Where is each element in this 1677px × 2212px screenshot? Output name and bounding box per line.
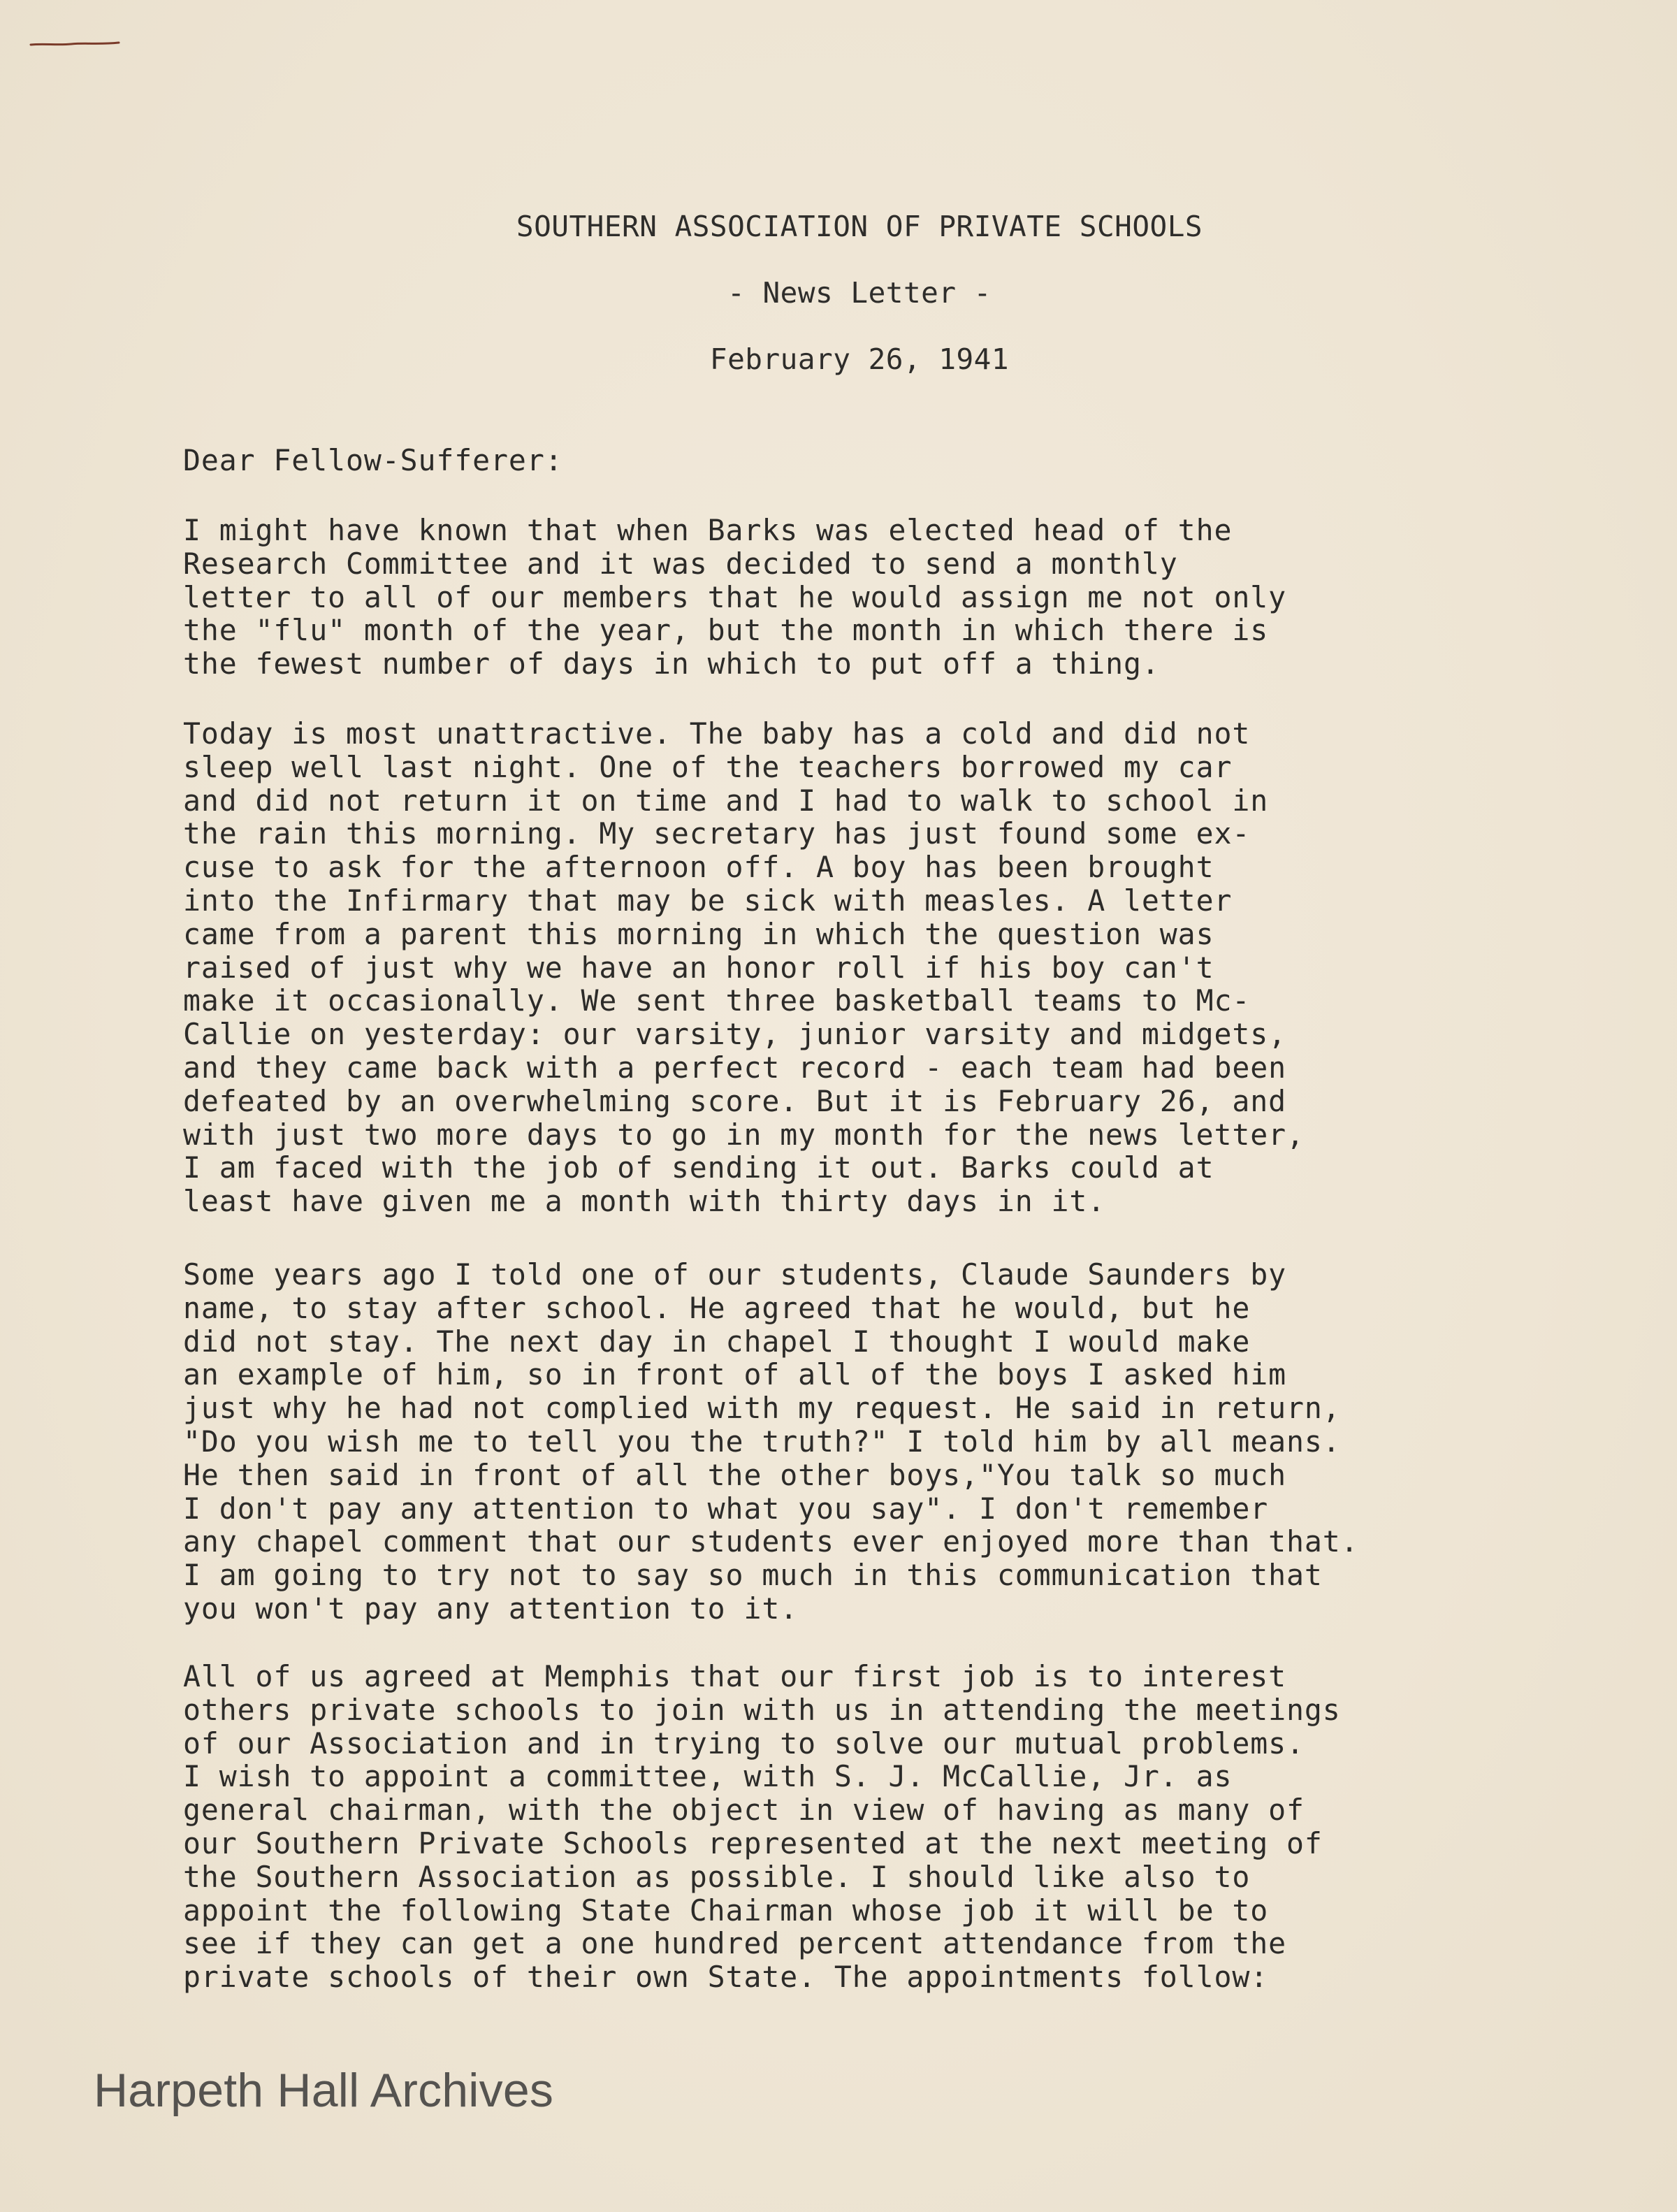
paragraph-3: Some years ago I told one of our students, Claude Saunders by name, to stay after school. He agreed that he would, but he did not stay. The next day in chapel I thought I would make an example of him, so in front of all of the boys I asked him just why he had not complied with my request. He said in return, "Do you wish me to tell you the truth?" I told him by all means. He then said in front of all the other boys,"You talk so much I don't pay any attention to what you say". I don't remember any chapel comment that our students ever enjoyed more than that. I am going to try not to say so much in this communication that you won't pay any attention to it. xyxy=(183,1257,1359,1626)
paragraph-4: All of us agreed at Memphis that our first job is to interest others private schools to join with us in attending the meetings of our Association and in trying to solve our mutual problems. I wish to appoint a committee, with S. J. McCallie, Jr. as general chairman, with the object in view of having as many of our Southern Private Schools represented at the next meeting of the Southern Association as possible. I should like also to appoint the following State Chairman whose job it will be to see if they can get a one hundred percent attendance from the private schools of their own State. The appointments follow: xyxy=(183,1659,1341,1995)
organization-title: SOUTHERN ASSOCIATION OF PRIVATE SCHOOLS xyxy=(516,210,1203,243)
paragraph-1: I might have known that when Barks was elected head of the Research Committee and it was decided to send a monthly letter to all of our members that he would assign me not only the "flu" month of the year, but the month in which there is the fewest number of days in which to put off a thing. xyxy=(183,513,1286,681)
newsletter-subtitle: - News Letter - xyxy=(727,276,992,310)
salutation: Dear Fellow-Sufferer: xyxy=(183,443,563,477)
archive-watermark: Harpeth Hall Archives xyxy=(94,2064,554,2117)
letter-date: February 26, 1941 xyxy=(709,342,1010,376)
ink-mark xyxy=(29,41,120,48)
paragraph-2: Today is most unattractive. The baby has a cold and did not sleep well last night. One of the teachers borrowed my car and did not return it on time and I had to walk to school in the rain this morning. My secretary has just found some ex- cuse to ask for the afternoon off. A boy has been brought into the Infirmary that may be sick with measles. A letter came from a parent this morning in which the question was raised of just why we have an honor roll if his boy can't make it occasionally. We sent three basketball teams to Mc- Callie on yesterday: our varsity, junior varsity and midgets, and they came back with a perfect record - each team had been defeated by an overwhelming score. But it is February 26, and with just two more days to go in my month for the news letter, I am faced with the job of sending it out. Barks could at least have given me a month with thirty days in it. xyxy=(183,716,1305,1219)
